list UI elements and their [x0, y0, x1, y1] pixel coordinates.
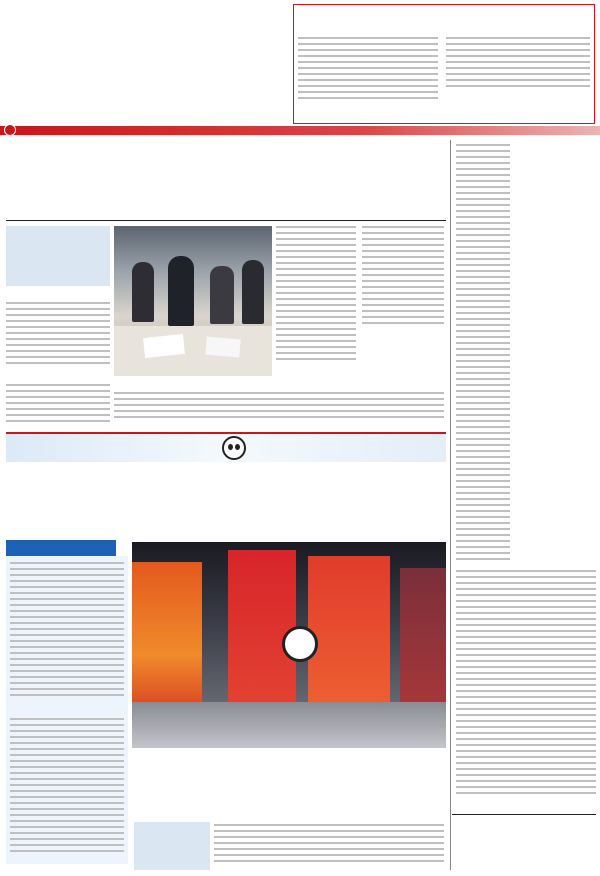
- lead-rule: [6, 220, 446, 221]
- lead-body-5: [114, 392, 444, 428]
- photo-figure: [168, 256, 194, 326]
- expo-banner: [6, 432, 446, 462]
- column-divider: [450, 140, 451, 870]
- column-headline: [556, 150, 596, 550]
- photo-figure: [210, 266, 234, 324]
- expo-body-2: [10, 718, 124, 860]
- expo-photo: [132, 542, 446, 748]
- lead-body-4: [362, 226, 444, 336]
- lead-summary-box: [6, 226, 110, 286]
- expo-tab: [6, 540, 116, 556]
- expo-body-1: [10, 562, 124, 704]
- masthead-band: [0, 126, 600, 135]
- lead-photo: [114, 226, 272, 376]
- column-body-2: [456, 570, 596, 810]
- photo-figure: [242, 260, 264, 324]
- panda-mascot-icon: [282, 626, 318, 662]
- column-subhead: [520, 210, 538, 470]
- column-body-1: [456, 144, 510, 564]
- logo-mark: [4, 124, 16, 136]
- photo-figure: [132, 262, 154, 322]
- port-body: [214, 824, 444, 870]
- panda-mascot-icon: [222, 436, 246, 460]
- series-rule: [452, 814, 596, 815]
- expo-hall-floor: [132, 702, 446, 748]
- lead-body-3: [276, 226, 356, 376]
- lead-body-2: [6, 384, 110, 428]
- notice-body-right: [446, 37, 590, 105]
- port-lede-box: [134, 822, 210, 870]
- photo-paper: [143, 334, 185, 358]
- lead-body-1: [6, 302, 110, 372]
- column-author: [540, 322, 550, 382]
- expo-left-column: [6, 556, 128, 864]
- photo-table: [114, 326, 272, 376]
- notice-body-left: [298, 37, 438, 115]
- photo-paper: [205, 337, 240, 358]
- notice-box: [293, 4, 595, 124]
